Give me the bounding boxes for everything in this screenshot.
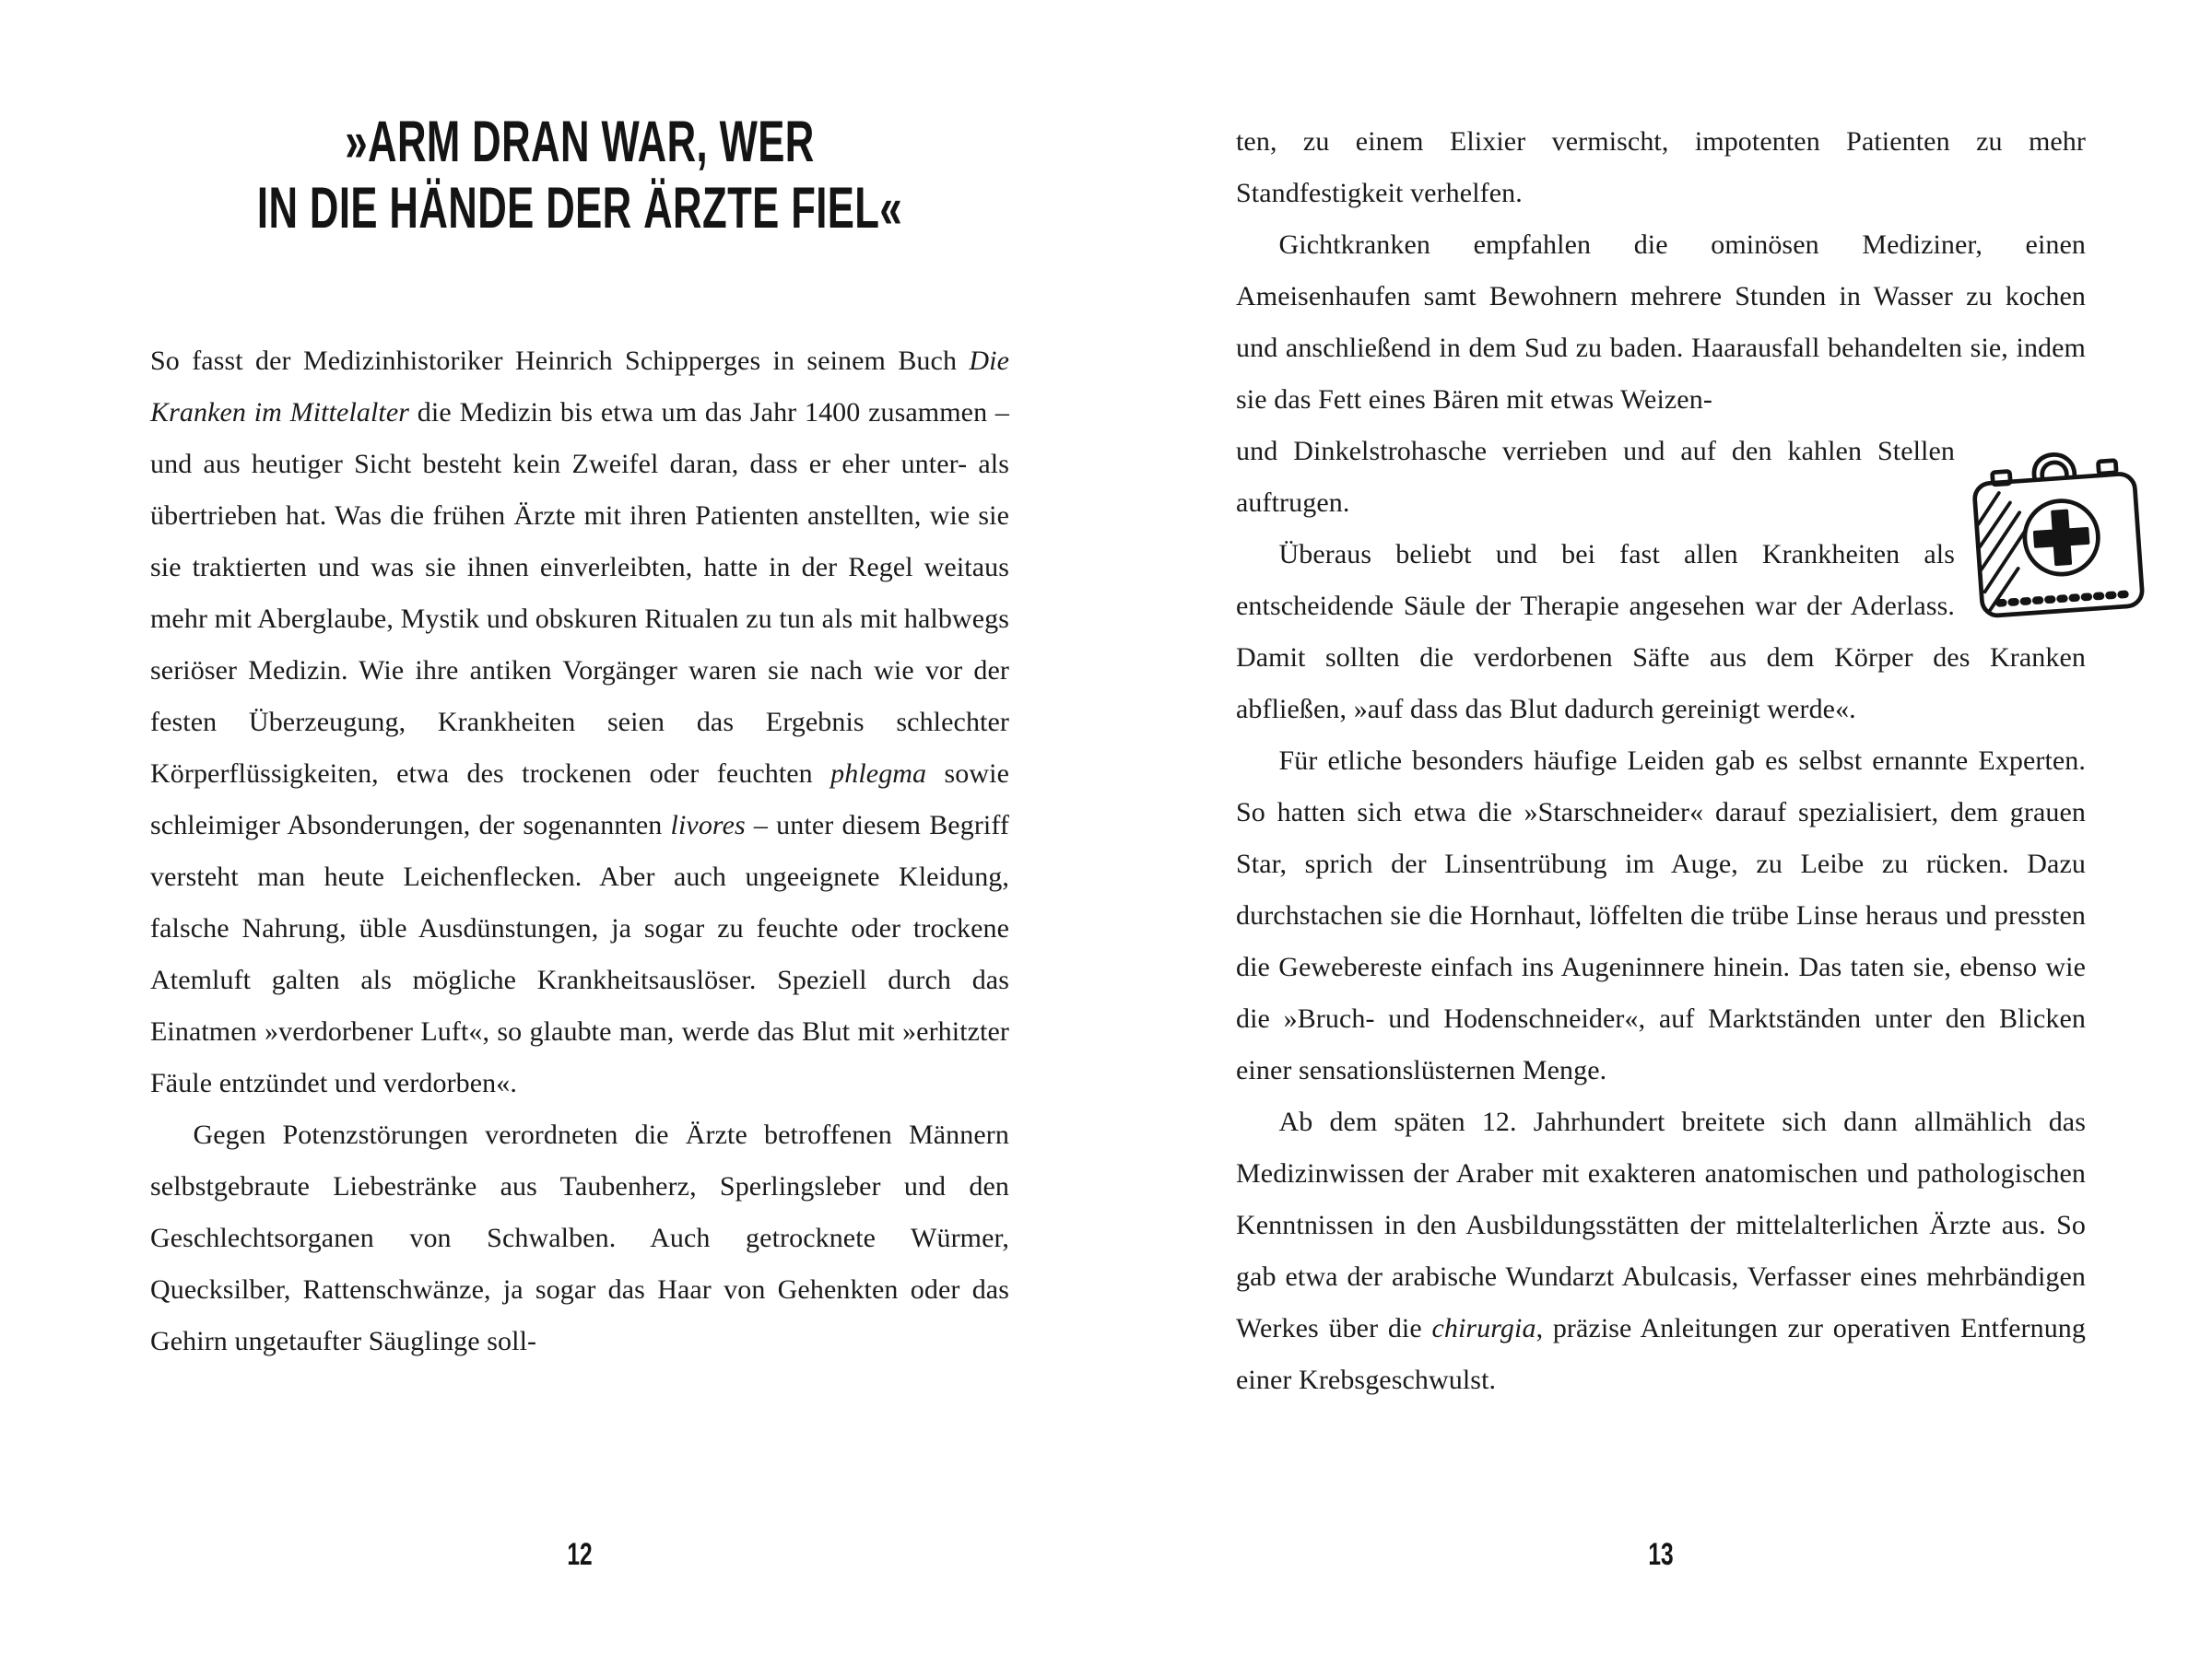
first-aid-kit-icon	[1970, 435, 2147, 628]
paragraph-continued: ten, zu einem Elixier vermischt, impotenten Patienten zu mehr Standfestigkeit verhelfen.	[1236, 126, 2086, 208]
paragraph-aderlass: Überaus beliebt und bei fast allen Krankheiten als entscheidende Säule der Therapie angesehen war der Aderlass. Damit sollten die verdorbenen Säfte aus dem Körper des Kranken abfließen, »auf dass das Blut dadurch gereinigt werde«.	[1236, 539, 2086, 724]
right-page	[1106, 0, 2212, 1654]
paragraph-gicht-continued-text: und Dinkelstrohasche verrieben und auf den kahlen Stellen auftrugen.	[1236, 436, 1955, 518]
paragraph-gicht-continued	[1236, 426, 2086, 529]
page-number-right: 13	[1648, 1537, 1674, 1572]
right-body-text	[1236, 0, 2086, 1406]
chapter-heading-line-2: IN DIE HÄNDE DER ÄRZTE FIEL«	[256, 174, 903, 240]
page-number-left: 12	[567, 1537, 593, 1572]
paragraph-experten: Für etliche besonders häufige Leiden gab es selbst ernannte Experten. So hatten sich etwa die »Starschneider« darauf spezialisiert, dem grauen Star, sprich der Linsentrübung im Auge, zu Leibe zu rücken. Dazu durchstachen sie die Hornhaut, löffelten die trübe Linse heraus und pressten die Gewebereste einfach ins Augeninnere hinein. Das taten sie, ebenso wie die »Bruch- und Hodenschneider«, auf Marktständen unter den Blicken einer sensationslüsternen Menge.	[1236, 745, 2086, 1085]
paragraph-araber: Ab dem späten 12. Jahrhundert breitete sich dann allmählich das Medizinwissen der Araber mit exakteren anatomischen und pathologischen Kenntnissen in den Ausbildungsstätten der mittelalterlichen Ärzte aus. So gab etwa der arabische Wundarzt Abulcasis, Verfasser eines mehrbändigen Werkes über die chirurgia, präzise Anleitungen zur operativen Entfernung einer Krebsgeschwulst.	[1236, 1107, 2086, 1395]
paragraph-intro: So fasst der Medizinhistoriker Heinrich Schipperges in seinem Buch Die Kranken im Mittelalter die Medizin bis etwa um das Jahr 1400 zusammen – und aus heutiger Sicht besteht kein Zweifel daran, dass er eher unter- als übertrieben hat. Was die frühen Ärzte mit ihren Patienten anstellten, wie sie sie traktierten und was sie ihnen einverleibten, hatte in der Regel weitaus mehr mit Aberglaube, Mystik und obskuren Ritualen zu tun als mit halbwegs seriöser Medizin. Wie ihre antiken Vorgänger waren sie nach wie vor der festen Überzeugung, Krankheiten seien das Ergebnis schlechter Körperflüssigkeiten, etwa des trockenen oder feuchten phlegma sowie schleimiger Absonderungen, der sogenannten livores – unter diesem Begriff versteht man heute Leichenflecken. Aber auch ungeeignete Kleidung, falsche Nahrung, üble Ausdünstungen, ja sogar zu feuchte oder trockene Atemluft galten als mögliche Krankheitsauslöser. Speziell durch das Einatmen »verdorbener Luft«, so glaubte man, werde das Blut mit »erhitzter Fäule entzündet und verdorben«.	[150, 346, 1009, 1098]
paragraph-gicht: Gichtkranken empfahlen die ominösen Mediziner, einen Ameisenhaufen samt Bewohnern mehrere Stunden in Wasser zu kochen und anschließend in dem Sud zu baden. Haarausfall behandelten sie, indem sie das Fett eines Bären mit etwas Weizen-	[1236, 229, 2086, 415]
chapter-heading-line-1: »ARM DRAN WAR, WER	[345, 109, 815, 174]
paragraph-potenz: Gegen Potenzstörungen verordneten die Ärzte betroffenen Männern selbstgebraute Liebestränke aus Taubenherz, Sperlingsleber und den Geschlechtsorganen von Schwalben. Auch getrocknete Würmer, Quecksilber, Rattenschwänze, ja sogar das Haar von Gehenkten oder das Gehirn ungetaufter Säuglinge soll-	[150, 1120, 1009, 1356]
right-page-content	[1236, 0, 2086, 1654]
left-page-content	[150, 0, 1009, 1654]
left-body-text	[150, 335, 1009, 1367]
chapter-heading	[245, 109, 915, 240]
